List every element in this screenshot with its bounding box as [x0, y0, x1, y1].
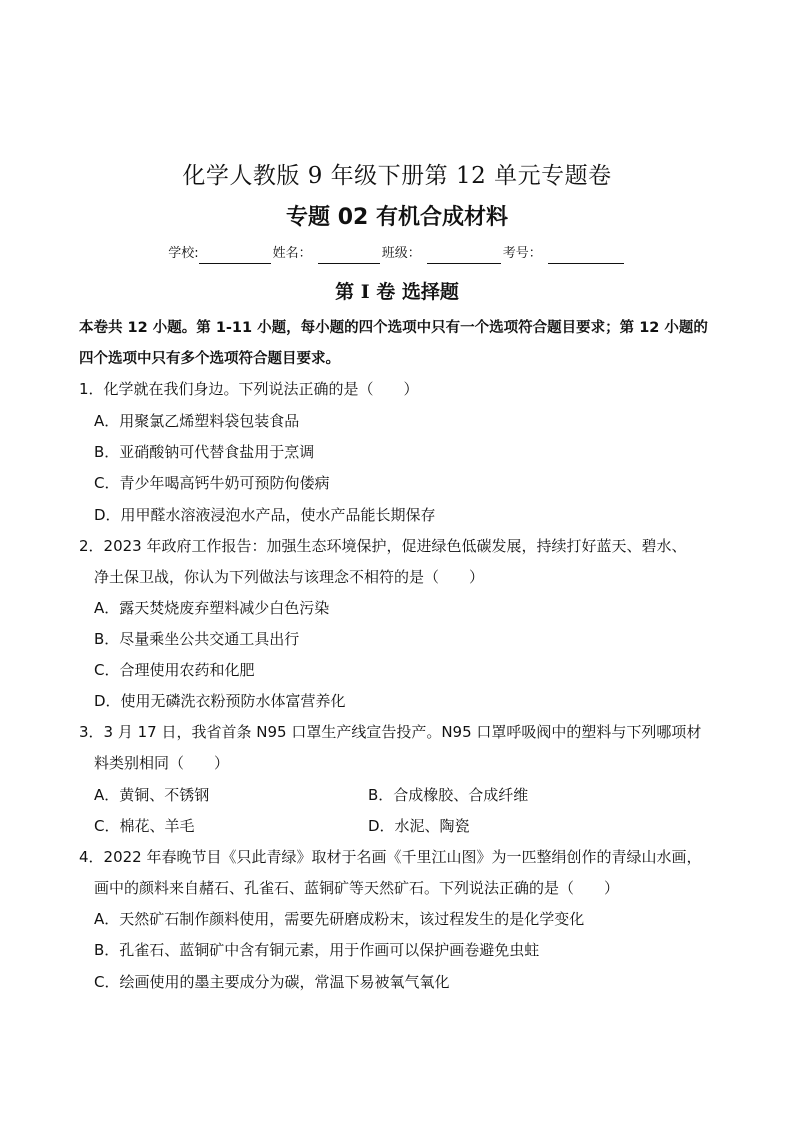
question-1-option-a[interactable]: A．用聚氯乙烯塑料袋包装食品	[94, 412, 300, 430]
question-3-option-b[interactable]: B．合成橡胶、合成纤维	[368, 786, 529, 804]
question-2-option-d[interactable]: D．使用无磷洗衣粉预防水体富营养化	[94, 692, 346, 710]
question-4-option-c[interactable]: C．绘画使用的墨主要成分为碳，常温下易被氧气氧化	[94, 973, 450, 991]
question-4-option-b[interactable]: B．孔雀石、蓝铜矿中含有铜元素，用于作画可以保护画卷避免虫蛀	[94, 941, 540, 959]
question-1-stem: 1．化学就在我们身边。下列说法正确的是（ ）	[79, 380, 419, 398]
name-blank[interactable]	[318, 247, 380, 264]
question-1-option-c[interactable]: C．青少年喝高钙牛奶可预防佝偻病	[94, 474, 330, 492]
question-1-option-d[interactable]: D．用甲醛水溶液浸泡水产品，使水产品能长期保存	[94, 506, 436, 524]
question-3-option-a[interactable]: A．黄铜、不锈钢	[94, 786, 210, 804]
section-heading: 第 I 卷 选择题	[335, 281, 459, 303]
class-blank[interactable]	[427, 247, 501, 264]
document-subtitle: 专题 02 有机合成材料	[286, 205, 508, 230]
document-title: 化学人教版 9 年级下册第 12 单元专题卷	[182, 163, 612, 189]
exam-no-blank[interactable]	[548, 247, 624, 264]
question-2-stem-line-1: 2．2023 年政府工作报告：加强生态环境保护，促进绿色低碳发展，持续打好蓝天、碧水、	[79, 537, 687, 555]
question-2-option-b[interactable]: B．尽量乘坐公共交通工具出行	[94, 630, 300, 648]
question-1-option-b[interactable]: B．亚硝酸钠可代替食盐用于烹调	[94, 443, 315, 461]
question-3-stem-line-1: 3．3 月 17 日，我省首条 N95 口罩生产线宣告投产。N95 口罩呼吸阀中的塑料与下列哪项材	[79, 723, 702, 741]
school-blank[interactable]	[199, 247, 271, 264]
question-4-stem-line-1: 4．2022 年春晚节目《只此青绿》取材于名画《千里江山图》为一匹整绢创作的青绿山水画，	[79, 848, 702, 866]
exam-no-label: 考号：	[502, 246, 542, 261]
question-2-option-a[interactable]: A．露天焚烧废弃塑料减少白色污染	[94, 599, 330, 617]
question-3-stem-line-2: 料类别相同（ ）	[94, 754, 230, 772]
class-label: 班级：	[381, 246, 421, 261]
question-2-option-c[interactable]: C．合理使用农药和化肥	[94, 661, 255, 679]
student-info-row	[0, 244, 794, 264]
question-3-option-d[interactable]: D．水泥、陶瓷	[368, 817, 470, 835]
name-label: 姓名：	[272, 246, 312, 261]
question-3-option-c[interactable]: C．棉花、羊毛	[94, 817, 195, 835]
instructions: 本卷共 12 小题。第 1-11 小题，每小题的四个选项中只有一个选项符合题目要求；第 12 小题的四个选项中只有多个选项符合题目要求。	[79, 320, 708, 367]
question-4-option-a[interactable]: A．天然矿石制作颜料使用，需要先研磨成粉末，该过程发生的是化学变化	[94, 910, 585, 928]
school-label: 学校:	[168, 246, 199, 261]
question-2-stem-line-2: 净土保卫战，你认为下列做法与该理念不相符的是（ ）	[94, 568, 485, 586]
question-4-stem-line-2: 画中的颜料来自赭石、孔雀石、蓝铜矿等天然矿石。下列说法正确的是（ ）	[94, 879, 620, 897]
